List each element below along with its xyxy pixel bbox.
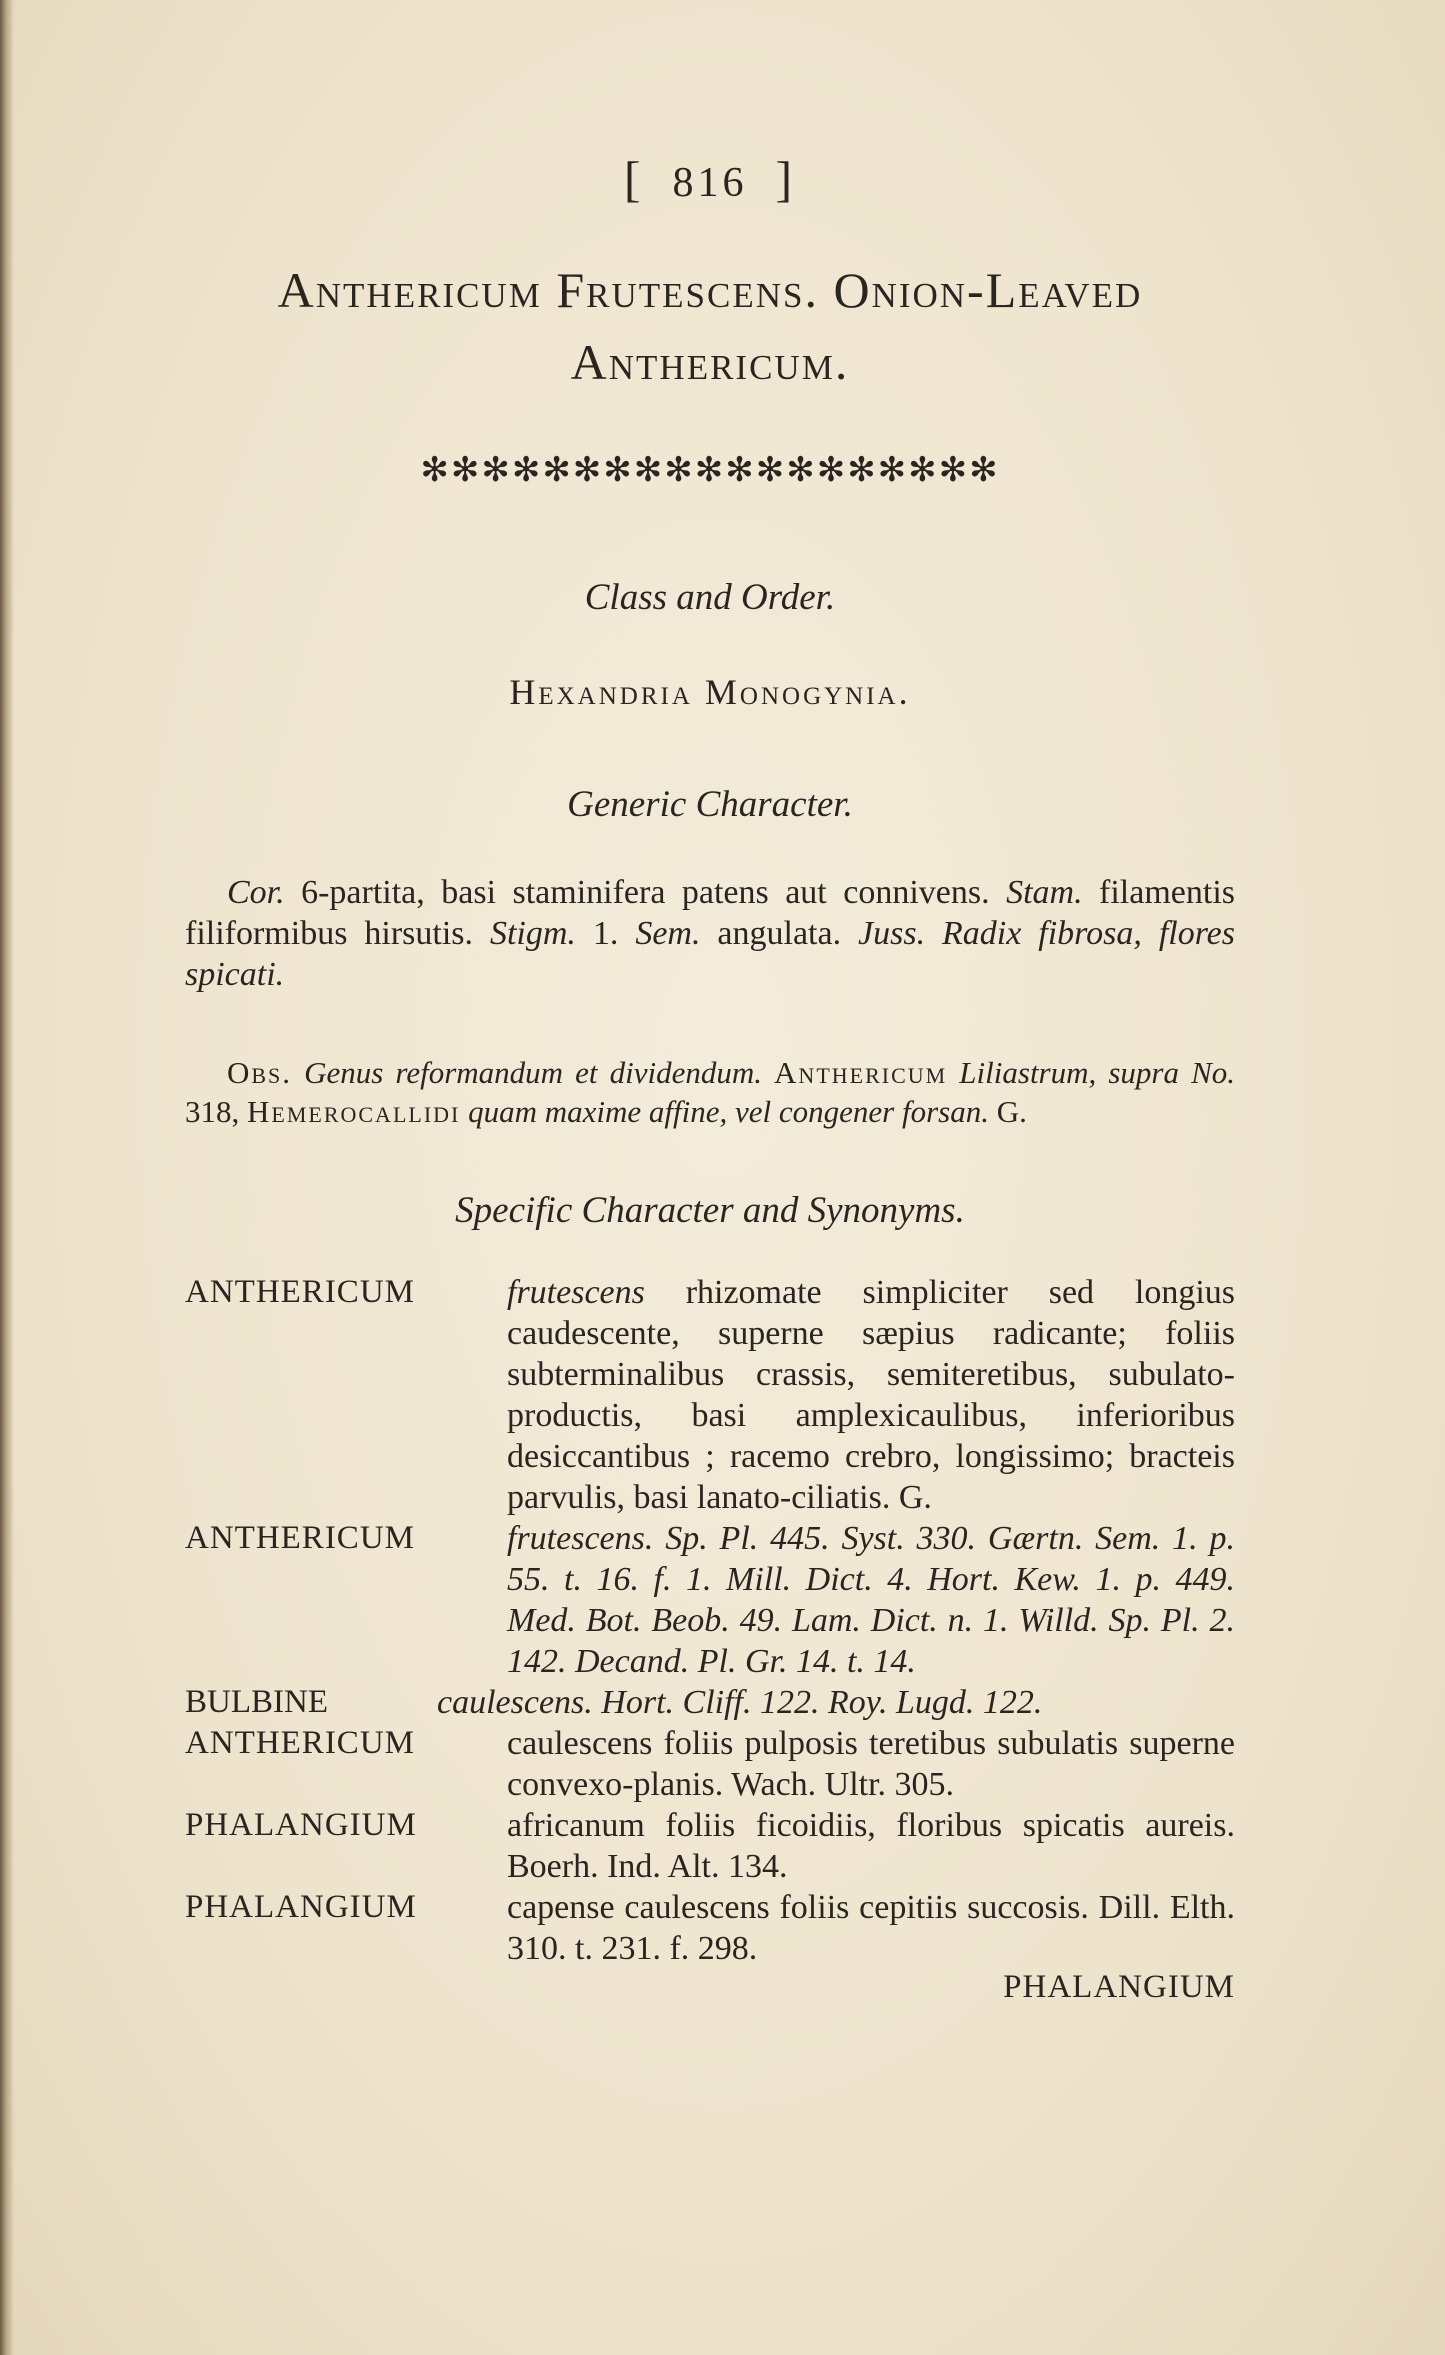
page-number: [ 816 ] [623,151,797,207]
obs-text-2: Liliastrum, supra [947,1055,1192,1090]
synonym-genus: ANTHERICUM [185,1520,415,1556]
obs-signature: G. [996,1094,1027,1129]
synonym-genus: ANTHERICUM [185,1725,415,1761]
obs-text-3: 318, [185,1094,247,1129]
obs-genus-1: Anthericum [774,1055,948,1090]
page-binding-edge [0,0,14,2355]
synonym-epithet: frutescens [507,1274,645,1311]
synonym-text: Hort. Cliff. 122. Roy. Lugd. 122. [592,1684,1043,1721]
synonym-text: rhizomate simpliciter sed longius caudescente, superne sæpius radicante; foliis subterminalibus crassis, semiteretibus, subulato-productis, basi amplexicaulibus, inferioribus desiccantibus ; racemo crebro, longissimo; bracteis parvulis, basi lanato-ciliatis. G. [507,1274,1235,1516]
synonym-epithet: frutescens. [507,1520,654,1557]
synonym-list [185,1272,1235,1969]
obs-genus-2: Hemerocallidi [247,1094,461,1129]
synonym-description [507,1272,1235,1518]
cor-label: Cor. [227,874,285,911]
stam-label: Stam. [1006,874,1083,911]
synonym-genus: PHALANGIUM [185,1889,417,1925]
synonym-description [507,1518,1235,1682]
star-ornament: ✻✻✻✻✻✻✻✻✻✻✻✻✻✻✻✻✻✻✻ [420,452,1000,489]
stigm-text: 1. [575,915,636,952]
page-content [185,150,1235,2006]
synonym-text: caulescens foliis pulposis teretibus subulatis superne convexo-planis. Wach. Ultr. 305. [507,1725,1235,1803]
title-line-2: Anthericum. [570,334,850,390]
stam-text: filamentis filiformibus hirsutis. [185,874,1235,952]
obs-label: Obs. [227,1055,293,1090]
page-number-value: 816 [672,160,748,206]
specific-heading: Specific Character and Synonyms. [455,1190,965,1231]
cor-text: 6-partita, basi staminifera patens aut connivens. [284,874,1007,911]
observation [185,1053,1235,1131]
synonym-text: africanum foliis ficoidiis, floribus spicatis aureis. Boerh. Ind. Alt. 134. [507,1807,1235,1885]
plate-title [185,254,1235,398]
synonym-genus: PHALANGIUM [185,1807,417,1843]
juss-text: Juss. Radix fibrosa, flores spicati. [185,915,1236,993]
synonym-text: capense caulescens foliis cepitiis succosis. Dill. Elth. 310. t. 231. f. 298. [507,1889,1235,1967]
class-heading: Class and Order. [584,577,836,618]
obs-number-label: No. [1191,1055,1235,1090]
sem-label: Sem. [635,915,701,952]
synonym-epithet: caulescens. [437,1684,593,1721]
class-value: Hexandria Monogynia. [509,672,911,712]
synonym-genus: BULBINE [185,1684,328,1720]
synonym-description [507,1887,1235,1969]
synonym-description [437,1682,1235,1723]
generic-character [185,872,1235,995]
obs-text-1: Genus reformandum et dividendum. [292,1055,775,1090]
catchword: PHALANGIUM [1003,1969,1235,2005]
title-line-1: Anthericum Frutescens. Onion-Leaved [277,262,1143,318]
synonym-genus: ANTHERICUM [185,1274,415,1310]
synonym-text: Sp. Pl. 445. Syst. 330. Gærtn. Sem. 1. p. 55. t. 16. f. 1. Mill. Dict. 4. Hort. Kew. 1. p. 449. Med. Bot. Beob. 49. Lam. Dict. n. 1. Willd. Sp. Pl. 2. 142. Decand. Pl. Gr. 14. t. 14. [507,1520,1235,1680]
generic-heading: Generic Character. [567,784,853,825]
obs-text-4: quam maxime affine, vel congener forsan. [460,1094,997,1129]
sem-text: angulata. [700,915,859,952]
synonym-description [507,1723,1235,1805]
synonym-description [507,1805,1235,1887]
stigm-label: Stigm. [489,915,576,952]
